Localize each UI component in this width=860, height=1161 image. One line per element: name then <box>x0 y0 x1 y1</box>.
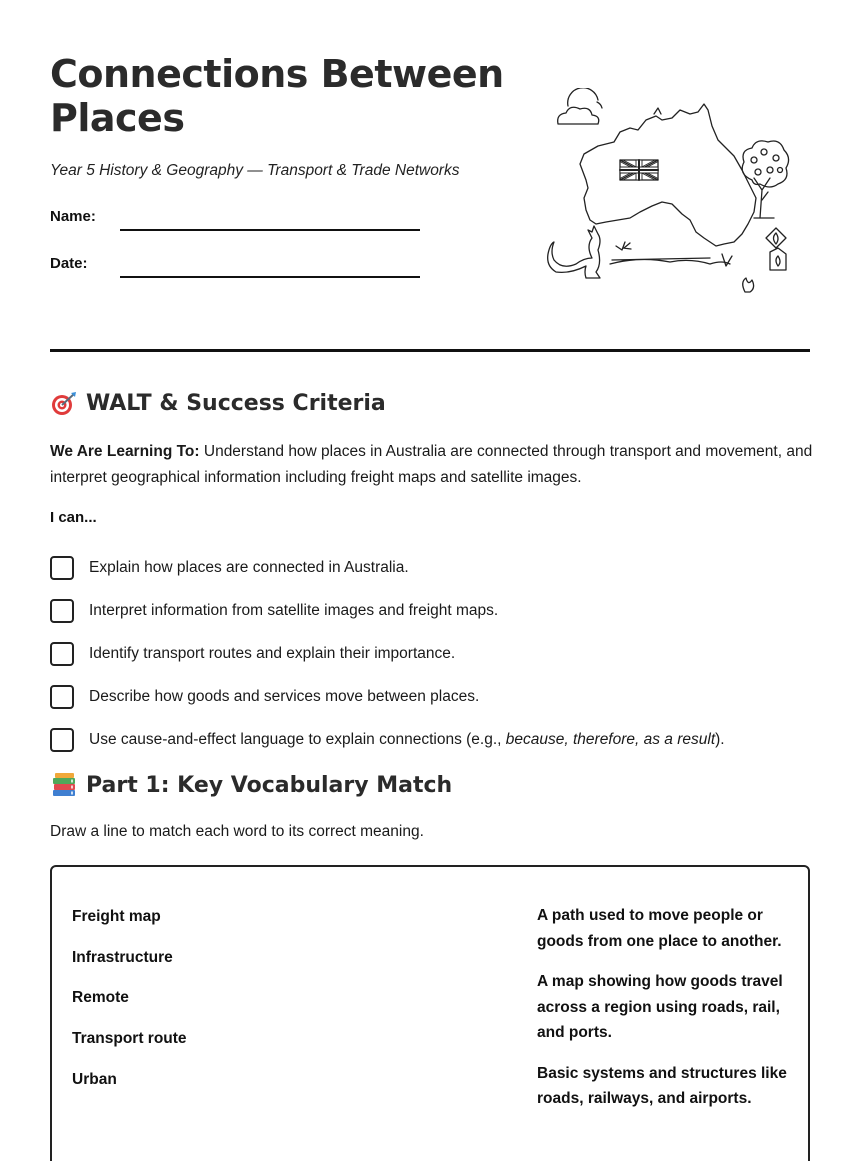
criterion-item <box>50 589 830 632</box>
walt-statement <box>50 439 820 491</box>
criterion-item <box>50 632 830 675</box>
plant-icon <box>616 242 754 292</box>
criterion-item <box>50 546 830 589</box>
vocabulary-word[interactable]: Transport route <box>72 1030 187 1048</box>
page-subtitle: Year 5 History & Geography — Transport & Trade Networks <box>50 162 460 179</box>
page-title: Connections Between Places <box>50 52 504 140</box>
vocabulary-word[interactable]: Remote <box>72 989 129 1007</box>
part1-instruction: Draw a line to match each word to its correct meaning. <box>50 823 424 840</box>
vocabulary-word[interactable]: Infrastructure <box>72 948 173 966</box>
coastline-path <box>610 258 730 264</box>
vocabulary-word[interactable]: Freight map <box>72 908 161 925</box>
part1-heading-text: Part 1: Key Vocabulary Match <box>86 772 453 798</box>
criterion-suffix: ). <box>715 730 725 748</box>
mainland-outline <box>580 104 756 246</box>
criterion-item <box>50 675 830 718</box>
criterion-checkbox[interactable] <box>50 728 74 752</box>
success-criteria-list <box>50 546 830 761</box>
vocabulary-definition[interactable]: A map showing how goods travel across a region using roads, rail, and ports. <box>537 973 783 1041</box>
criterion-checkbox[interactable] <box>50 599 74 623</box>
criterion-checkbox[interactable] <box>50 642 74 666</box>
kangaroo-icon <box>548 226 600 278</box>
header-divider <box>50 349 810 352</box>
vocabulary-definitions <box>537 903 792 1127</box>
date-field[interactable] <box>120 276 420 278</box>
date-label: Date: <box>50 255 88 272</box>
vocabulary-definition[interactable]: A path used to move people or goods from one place to another. <box>537 907 782 950</box>
books-icon <box>50 771 78 799</box>
australia-map-icon <box>540 88 802 300</box>
vocabulary-definition[interactable]: Basic systems and structures like roads, railways, and airports. <box>537 1064 787 1107</box>
criterion-text: Explain how places are connected in Australia. <box>89 558 409 576</box>
fire-warning-icon <box>766 228 786 270</box>
criterion-checkbox[interactable] <box>50 556 74 580</box>
part1-heading <box>50 771 452 799</box>
vocabulary-match-box <box>50 865 810 1161</box>
vocabulary-word[interactable]: Urban <box>72 1070 117 1088</box>
criterion-checkbox[interactable] <box>50 685 74 709</box>
criterion-text: Describe how goods and services move between places. <box>89 687 480 705</box>
walt-heading-text: WALT & Success Criteria <box>86 390 386 416</box>
tree-icon <box>742 141 788 218</box>
i-can-label: I can... <box>50 509 97 526</box>
union-jack-flag-icon <box>620 160 658 180</box>
sun-cloud-icon <box>558 88 602 124</box>
walt-label: We Are Learning To: <box>50 443 200 460</box>
criterion-text <box>89 731 725 749</box>
name-field[interactable] <box>120 229 420 231</box>
vocabulary-words <box>72 905 187 1108</box>
walt-text: Understand how places in Australia are connected through transport and movement, and interpret geographical information including freight maps and satellite images. <box>50 443 813 486</box>
criterion-item <box>50 718 830 761</box>
target-icon <box>50 389 78 417</box>
name-label: Name: <box>50 208 96 225</box>
criterion-text: Identify transport routes and explain their importance. <box>89 644 456 662</box>
criterion-prefix: Use cause-and-effect language to explain connections (e.g., <box>89 730 506 748</box>
criterion-text: Interpret information from satellite images and freight maps. <box>89 601 499 619</box>
criterion-examples: because, therefore, as a result <box>505 730 716 748</box>
walt-heading <box>50 389 386 417</box>
